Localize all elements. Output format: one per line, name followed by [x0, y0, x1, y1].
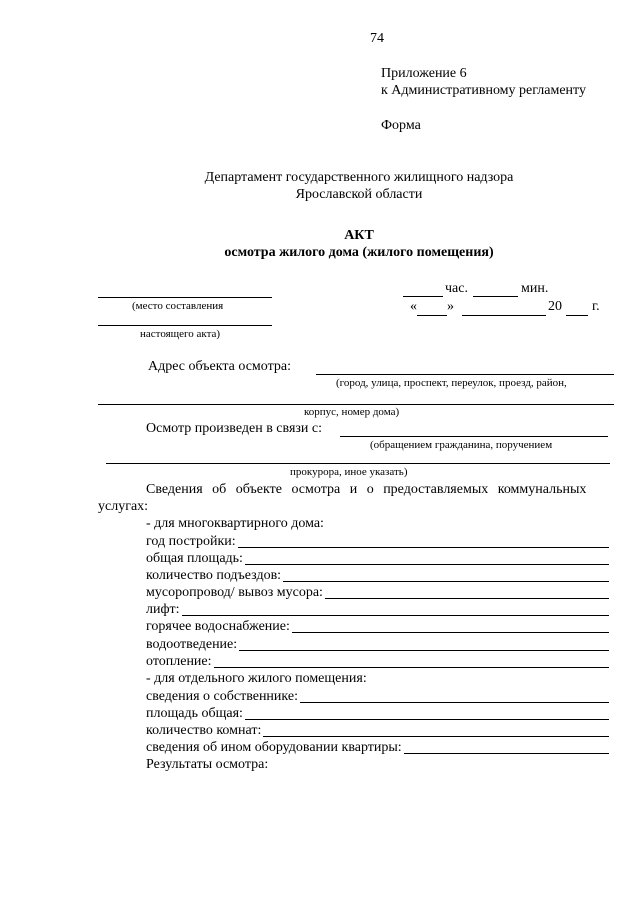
field-row	[146, 722, 609, 739]
apartment-building-heading: - для многоквартирного дома:	[146, 516, 324, 531]
field-label: площадь общая:	[146, 706, 243, 721]
field-label: мусоропровод/ вывоз мусора:	[146, 585, 323, 600]
place-hint-1: (место составления	[132, 300, 224, 312]
minutes-blank[interactable]	[473, 296, 518, 297]
address-line-1[interactable]	[316, 374, 614, 375]
document-subtitle: осмотра жилого дома (жилого помещения)	[224, 245, 494, 260]
field-blank[interactable]	[245, 564, 609, 565]
place-line-2[interactable]	[98, 325, 272, 326]
year-prefix: 20	[548, 299, 562, 314]
field-label: водоотведение:	[146, 637, 238, 652]
hours-label: час.	[445, 281, 468, 296]
reason-line-1[interactable]	[340, 436, 608, 437]
field-row	[146, 636, 609, 653]
field-row	[146, 688, 609, 705]
field-row	[146, 567, 609, 584]
field-label: количество подъездов:	[146, 568, 282, 583]
department-line-2: Ярославской области	[295, 187, 423, 202]
field-label: общая площадь:	[146, 551, 243, 566]
field-row	[146, 550, 609, 567]
field-blank[interactable]	[292, 632, 609, 633]
field-blank[interactable]	[245, 719, 609, 720]
hours-blank[interactable]	[403, 296, 443, 297]
field-label: количество комнат:	[146, 723, 262, 738]
reason-line-2[interactable]	[106, 463, 610, 464]
field-row	[146, 739, 609, 756]
address-line-2[interactable]	[98, 404, 614, 405]
address-hint-1: (город, улица, проспект, переулок, проезд, район,	[336, 377, 567, 389]
year-suffix: г.	[592, 299, 600, 314]
month-blank[interactable]	[462, 315, 546, 316]
results-label: Результаты осмотра:	[146, 757, 269, 772]
place-hint-2: настоящего акта)	[140, 328, 221, 340]
field-blank[interactable]	[214, 667, 609, 668]
field-blank[interactable]	[182, 615, 609, 616]
minutes-label: мин.	[521, 281, 549, 296]
form-label: Форма	[381, 118, 421, 133]
field-label: сведения о собственнике:	[146, 689, 298, 704]
field-label: горячее водоснабжение:	[146, 619, 290, 634]
separate-premises-heading: - для отдельного жилого помещения:	[146, 671, 367, 686]
address-label: Адрес объекта осмотра:	[148, 359, 291, 374]
field-label: отопление:	[146, 654, 212, 669]
info-intro-line-1: Сведения об объекте осмотра и о предоставляемых коммунальных	[146, 482, 587, 497]
date-quote-close: »	[447, 299, 454, 314]
field-blank[interactable]	[239, 650, 609, 651]
field-blank[interactable]	[300, 702, 609, 703]
reason-label: Осмотр произведен в связи с:	[146, 421, 323, 436]
document-title: АКТ	[344, 228, 374, 243]
field-blank[interactable]	[404, 753, 609, 754]
field-row	[146, 601, 609, 618]
appendix-line-2: к Административному регламенту	[381, 83, 586, 98]
address-hint-2: корпус, номер дома)	[304, 406, 400, 418]
field-blank[interactable]	[283, 581, 609, 582]
appendix-line-1: Приложение 6	[381, 66, 467, 81]
field-blank[interactable]	[263, 736, 609, 737]
field-blank[interactable]	[238, 547, 609, 548]
field-row	[146, 618, 609, 635]
place-line-1[interactable]	[98, 297, 272, 298]
field-label: сведения об ином оборудовании квартиры:	[146, 740, 402, 755]
field-label: лифт:	[146, 602, 180, 617]
department-line-1: Департамент государственного жилищного надзора	[204, 170, 514, 185]
page-number: 74	[370, 31, 384, 46]
day-blank[interactable]	[417, 315, 447, 316]
field-row	[146, 705, 609, 722]
date-quote-open: «	[410, 299, 417, 314]
field-row	[146, 533, 609, 550]
field-blank[interactable]	[325, 598, 609, 599]
info-intro-line-2: услугах:	[98, 499, 149, 514]
year-blank[interactable]	[566, 315, 588, 316]
field-label: год постройки:	[146, 534, 236, 549]
reason-hint-2: прокурора, иное указать)	[290, 466, 408, 478]
reason-hint-1: (обращением гражданина, поручением	[370, 439, 553, 451]
field-row	[146, 653, 609, 670]
field-row	[146, 584, 609, 601]
